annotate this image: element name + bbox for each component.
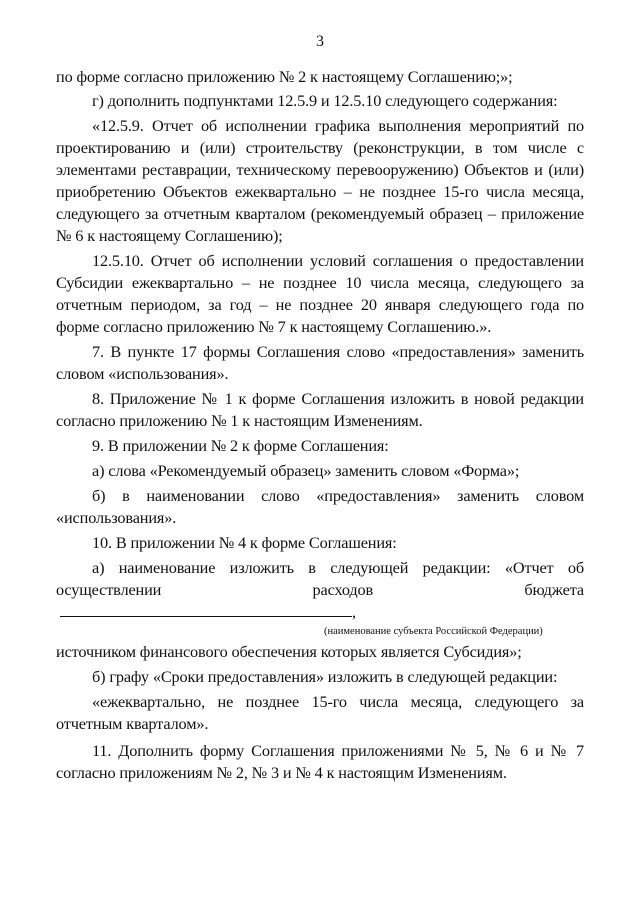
paragraph-item-7: 7. В пункте 17 формы Соглашения слово «предоставления» заменить словом «использования».: [56, 342, 584, 383]
paragraph-continuation: по форме согласно приложению № 2 к настоящему Соглашению;»;: [56, 67, 513, 86]
paragraph-subitem-g: г) дополнить подпунктами 12.5.9 и 12.5.10 следующего содержания:: [92, 91, 558, 110]
paragraph-item-9-a: а) слова «Рекомендуемый образец» заменить словом «Форма»;: [92, 461, 520, 480]
paragraph-item-10-a-continuation: источником финансового обеспечения которых является Субсидия»;: [56, 642, 522, 661]
paragraph-item-8: 8. Приложение № 1 к форме Соглашения изложить в новой редакции согласно приложению № 1 к настоящим Изменениям.: [56, 389, 584, 430]
paragraph-item-10-b: б) графу «Сроки предоставления» изложить в следующей редакции:: [92, 667, 558, 686]
paragraph-item-9-b: б) в наименовании слово «предоставления» заменить словом «использования».: [56, 486, 584, 527]
paragraph-item-10-a-text: а) наименование изложить в следующей редакции: «Отчет об осуществлении расходов бюджета: [56, 558, 584, 599]
paragraph-12-5-9: «12.5.9. Отчет об исполнении графика выполнения мероприятий по проектированию и (или) строительству (реконструкции, в том числе с элементами реставрации, техническому перевооружению) Объектов и (или) приобретению Объектов ежеквартально – не позднее 15-го числа месяца, следующего за отчетным кварталом (рекомендуемый образец – приложение № 6 к настоящему Соглашению);: [56, 116, 584, 245]
document-body: [56, 66, 584, 786]
page-number: 3: [316, 33, 324, 50]
fill-in-blank-line: [60, 602, 352, 617]
paragraph-item-9: 9. В приложении № 2 к форме Соглашения:: [92, 436, 389, 455]
fill-in-blank-comma: ,: [352, 602, 356, 621]
paragraph-item-10-b-quote: «ежеквартально, не позднее 15-го числа месяца, следующего за отчетным кварталом».: [56, 692, 584, 733]
paragraph-item-10-a: [56, 557, 584, 623]
paragraph-12-5-10: 12.5.10. Отчет об исполнении условий соглашения о предоставлении Субсидии ежеквартально – не позднее 10 числа месяца, следующего за отчетным периодом, за год – не позднее 20 января следующего года по форме согласно приложению № 7 к настоящему Соглашению.».: [56, 251, 584, 336]
paragraph-item-10: 10. В приложении № 4 к форме Соглашения:: [92, 533, 397, 552]
paragraph-item-11: 11. Дополнить форму Соглашения приложениями № 5, № 6 и № 7 согласно приложениям № 2, № 3 и № 4 к настоящим Изменениям.: [56, 741, 584, 782]
blank-caption: (наименование субъекта Российской Федерации): [324, 626, 543, 637]
